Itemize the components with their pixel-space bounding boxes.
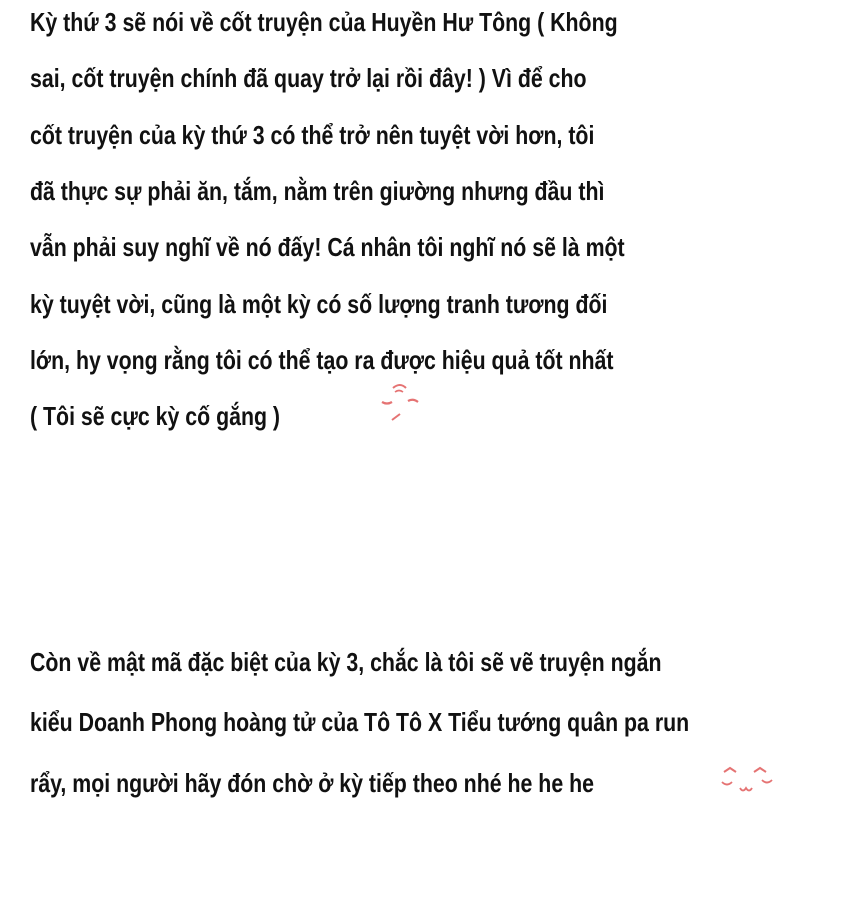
paragraph-2-line-3: rẩy, mọi người hãy đón chờ ở kỳ tiếp theo nhé he he he [30, 768, 594, 798]
paragraph-1-line-1: Kỳ thứ 3 sẽ nói về cốt truyện của Huyền Hư Tông ( Không [30, 7, 618, 37]
paragraph-1-line-7: lớn, hy vọng rằng tôi có thể tạo ra được hiệu quả tốt nhất [30, 345, 614, 375]
blushing-face-icon [378, 380, 422, 424]
paragraph-1 [30, 5, 820, 445]
paragraph-1-line-8: ( Tôi sẽ cực kỳ cố gắng ) [30, 401, 281, 431]
paragraph-2-line-2: kiểu Doanh Phong hoàng tử của Tô Tô X Tiểu tướng quân pa run [30, 707, 690, 737]
paragraph-1-line-5: vẫn phải suy nghĩ về nó đấy! Cá nhân tôi nghĩ nó sẽ là một [30, 232, 625, 262]
paragraph-1-line-2: sai, cốt truyện chính đã quay trở lại rồi đây! ) Vì để cho [30, 63, 587, 93]
paragraph-1-line-4: đã thực sự phải ăn, tắm, nằm trên giường nhưng đầu thì [30, 176, 605, 206]
paragraph-1-line-3: cốt truyện của kỳ thứ 3 có thể trở nên tuyệt vời hơn, tôi [30, 120, 595, 150]
paragraph-1-line-6: kỳ tuyệt vời, cũng là một kỳ có số lượng tranh tương đối [30, 289, 608, 319]
paragraph-2-line-1: Còn về mật mã đặc biệt của kỳ 3, chắc là tôi sẽ vẽ truyện ngắn [30, 647, 662, 677]
paragraph-2 [30, 645, 820, 815]
laughing-face-icon [718, 760, 778, 804]
